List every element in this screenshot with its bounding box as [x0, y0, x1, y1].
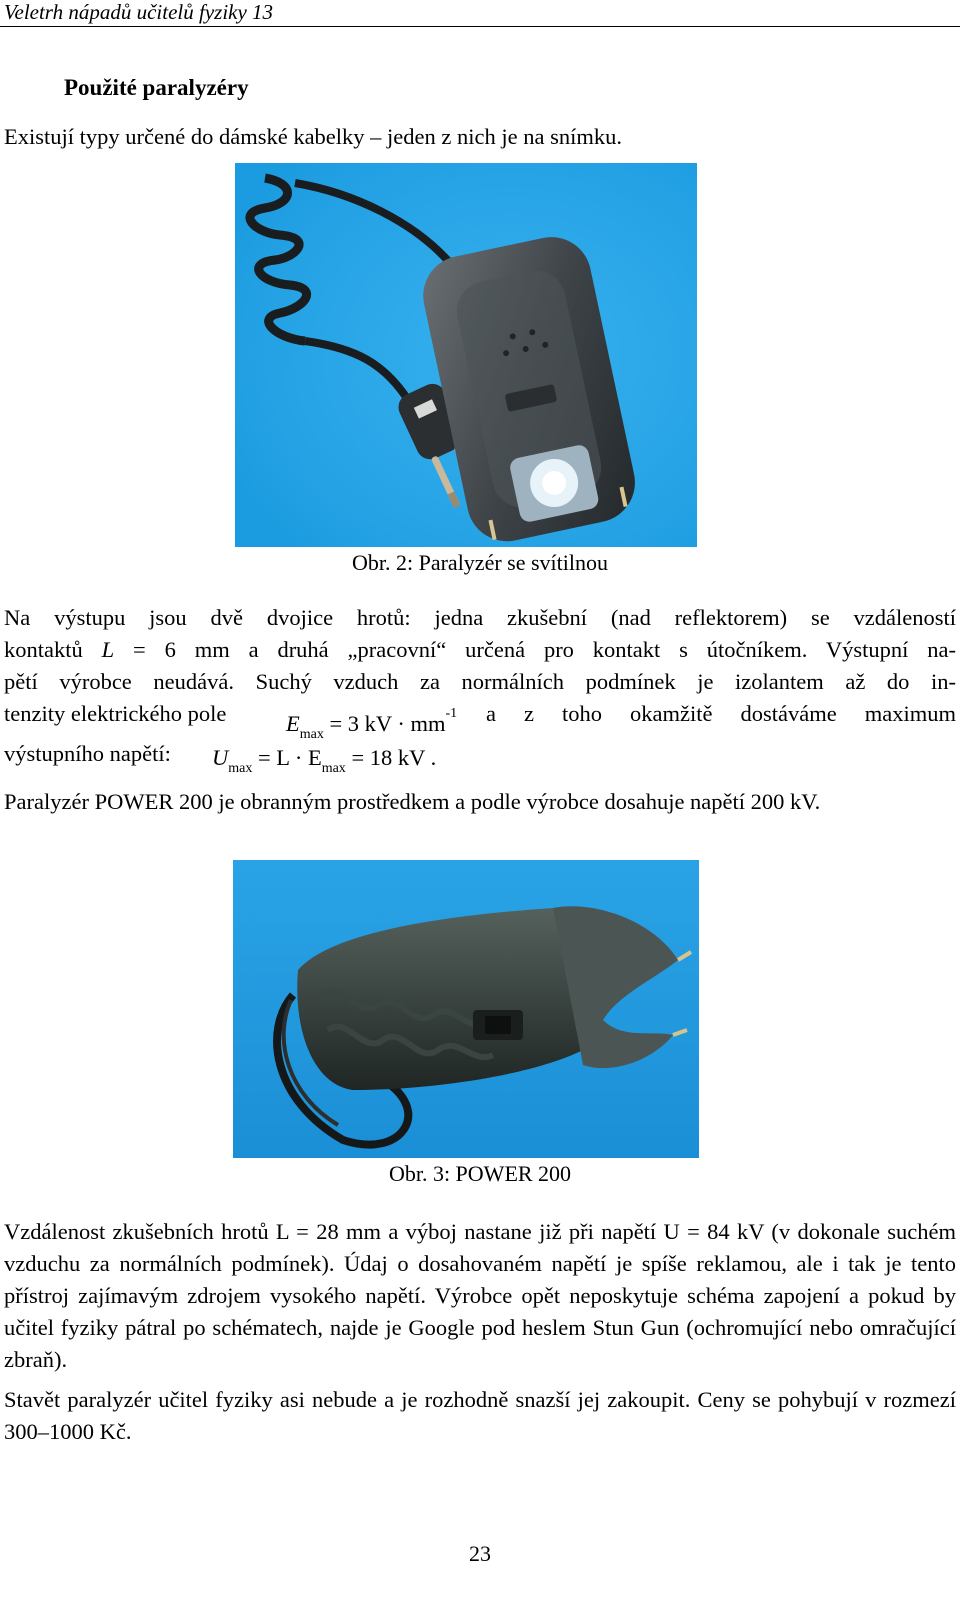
p2-line2: kontaktů L = 6 mm a druhá „pracovní“ určená pro kontakt s útočníkem. Výstupní na- [4, 637, 956, 662]
p2-line5: výstupního napětí: $U_{max} = L \cdot E_{max} = 18$ kV . [4, 738, 956, 770]
intro-paragraph: Existují typy určené do dámské kabelky – jeden z nich je na snímku. [4, 124, 622, 149]
header-title: Veletrh nápadů učitelů fyziky 13 [4, 0, 274, 24]
paragraph-test-tips: Vzdálenost zkušebních hrotů L = 28 mm a výboj nastane již při napětí U = 84 kV (v dokonale suchém vzduchu za normálních podmínek). Údaj o dosahovaném napětí je spíše reklamou, ale i tak je tento přístroj zajímavým zdrojem vysokého napětí. Výrobce opět neposkytuje schéma zapojení a pokud by učitel fyziky pátral po schématech, najde je Google pod heslem Stun Gun (ochromující nebo omračující zbraň). [4, 1219, 956, 1372]
p2-line1: Na výstupu jsou dvě dvojice hrotů: jedna zkušební (nad reflektorem) se vzdáleností [4, 605, 956, 630]
running-header [0, 0, 960, 27]
figure2-caption: Obr. 2: Paralyzér se svítilnou [351, 550, 608, 575]
paragraph-prices: Stavět paralyzér učitel fyziky asi nebude a je rozhodně snazší jej zakoupit. Ceny se pohybují v rozmezí 300–1000 Kč. [4, 1387, 956, 1444]
page-number: 23 [469, 1541, 491, 1566]
stun-gun-flashlight-photo [235, 163, 697, 547]
figure-stun-gun-flashlight [235, 163, 697, 547]
figure3-caption: Obr. 3: POWER 200 [388, 1161, 572, 1186]
p2-line3: pětí výrobce neudává. Suchý vzduch za normálních podmínek je izolantem až do in- [4, 669, 956, 694]
p2-line4: tenzity elektrického pole $E_{max} = 3$ kV · $mm^{-1}$ a z toho okamžitě dostáváme maximum [4, 698, 956, 730]
equation-e-max: $E_{max} = 3$ kV · $mm^{-1}$ [286, 706, 458, 742]
figure-power-200 [233, 860, 699, 1158]
equation-u-max: $U_{max} = L \cdot E_{max} = 18$ kV . [212, 745, 437, 776]
power-200-photo [233, 860, 699, 1158]
paragraph-power200: Paralyzér POWER 200 je obranným prostředkem a podle výrobce dosahuje napětí 200 kV. [4, 789, 821, 814]
section-heading: Použité paralyzéry [64, 75, 249, 100]
